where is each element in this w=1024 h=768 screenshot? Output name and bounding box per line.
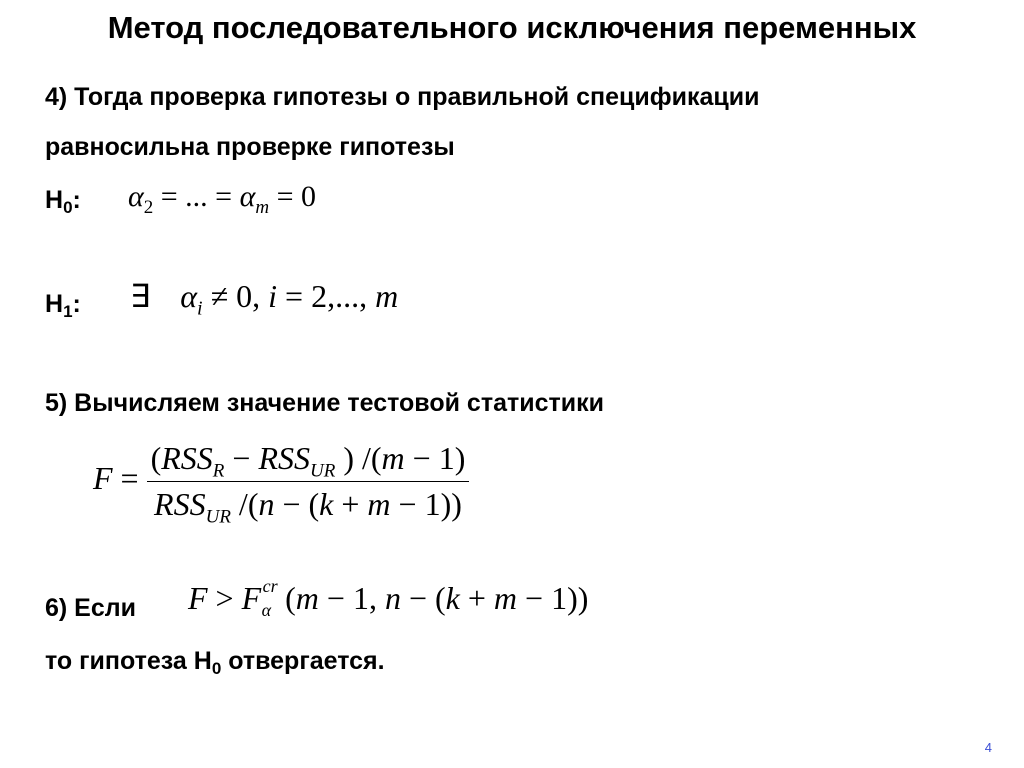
h0-alpha-m-sub: [255, 197, 269, 218]
h1-label: [45, 288, 81, 320]
den-plus: +: [333, 486, 368, 522]
cond-k: k: [445, 580, 460, 616]
cond-m: m: [295, 580, 319, 616]
h1-letter: H: [45, 290, 64, 318]
num-close: ) /(: [335, 440, 382, 476]
step4-line2: равносильна проверке гипотезы: [45, 133, 455, 161]
num-rss-ur: RSS: [258, 440, 310, 476]
h1-colon: :: [72, 290, 81, 318]
den-mid: − (: [274, 486, 320, 522]
cond-f: F: [188, 580, 208, 616]
step5-text: 5) Вычисляем значение тестовой статистики: [45, 389, 604, 417]
exists-symbol: ∃: [130, 278, 151, 314]
cond-mid2: − (: [400, 580, 446, 616]
f-denominator: [150, 482, 466, 528]
num-open: (: [150, 440, 162, 476]
cond-f2: F: [241, 580, 262, 616]
cond-open: (: [285, 580, 296, 616]
h0-colon: :: [72, 186, 81, 214]
f-equals: =: [112, 459, 147, 496]
cond-m2: m: [493, 580, 518, 616]
h1-rest-b: = 2,...,: [277, 278, 376, 314]
den-open: /(: [230, 486, 259, 522]
h1-rest-a: ≠ 0,: [202, 278, 269, 314]
step6-conclusion: [45, 645, 385, 677]
num-minus: −: [224, 440, 259, 476]
den-n: n: [258, 486, 275, 522]
h0-middle: = ... =: [153, 180, 240, 213]
num-tail: − 1): [404, 440, 466, 476]
h0-subscript: 0: [63, 198, 73, 217]
step4-line1: 4) Тогда проверка гипотезы о правильной спецификации: [45, 83, 760, 111]
den-k: k: [319, 486, 334, 522]
num-m: m: [381, 440, 405, 476]
h0-alpha-sub: 2: [143, 197, 154, 218]
page-number: 4: [984, 740, 992, 755]
cond-n: n: [384, 580, 401, 616]
num-rss-r: RSS: [161, 440, 213, 476]
f-numerator: [147, 440, 470, 482]
den-m: m: [367, 486, 391, 522]
conclusion-post: отвергается.: [221, 647, 385, 675]
h0-alpha: α: [128, 180, 144, 213]
den-rss: RSS: [154, 486, 206, 522]
f-statistic-formula: [93, 440, 469, 528]
slide-title: Метод последовательного исключения переменных: [107, 10, 917, 45]
h0-formula: [128, 180, 316, 218]
h1-m: m: [375, 278, 399, 314]
step6-label: 6) Если: [45, 594, 137, 622]
h0-sub-m: m: [255, 197, 270, 218]
conclusion-sub: 0: [211, 659, 222, 678]
h0-label: [45, 184, 81, 216]
cond-f-critical: [241, 576, 286, 620]
cond-mid1: − 1,: [318, 580, 385, 616]
den-tail: − 1)): [390, 486, 462, 522]
f-lhs: F: [93, 459, 113, 496]
h1-subscript: 1: [63, 302, 73, 321]
h0-letter: H: [45, 186, 64, 214]
critical-condition-formula: [188, 576, 589, 620]
h1-formula: [130, 277, 399, 320]
h1-alpha: α: [180, 278, 198, 314]
f-fraction: [147, 440, 470, 528]
cond-plus: +: [459, 580, 494, 616]
h1-alpha-sub: i: [197, 297, 203, 320]
cond-gt: >: [207, 580, 242, 616]
h0-alpha-m: α: [239, 180, 256, 213]
h1-i: i: [268, 278, 278, 314]
cond-sub-alpha: α: [261, 600, 272, 620]
cond-tail: − 1)): [517, 580, 589, 616]
den-sub-ur: UR: [205, 506, 231, 528]
h0-tail: = 0: [269, 180, 316, 213]
cond-sup-cr: cr: [262, 576, 278, 596]
num-sub-ur: UR: [310, 460, 336, 482]
num-sub-r: R: [212, 460, 225, 482]
conclusion-pre: то гипотеза Н: [45, 647, 212, 675]
